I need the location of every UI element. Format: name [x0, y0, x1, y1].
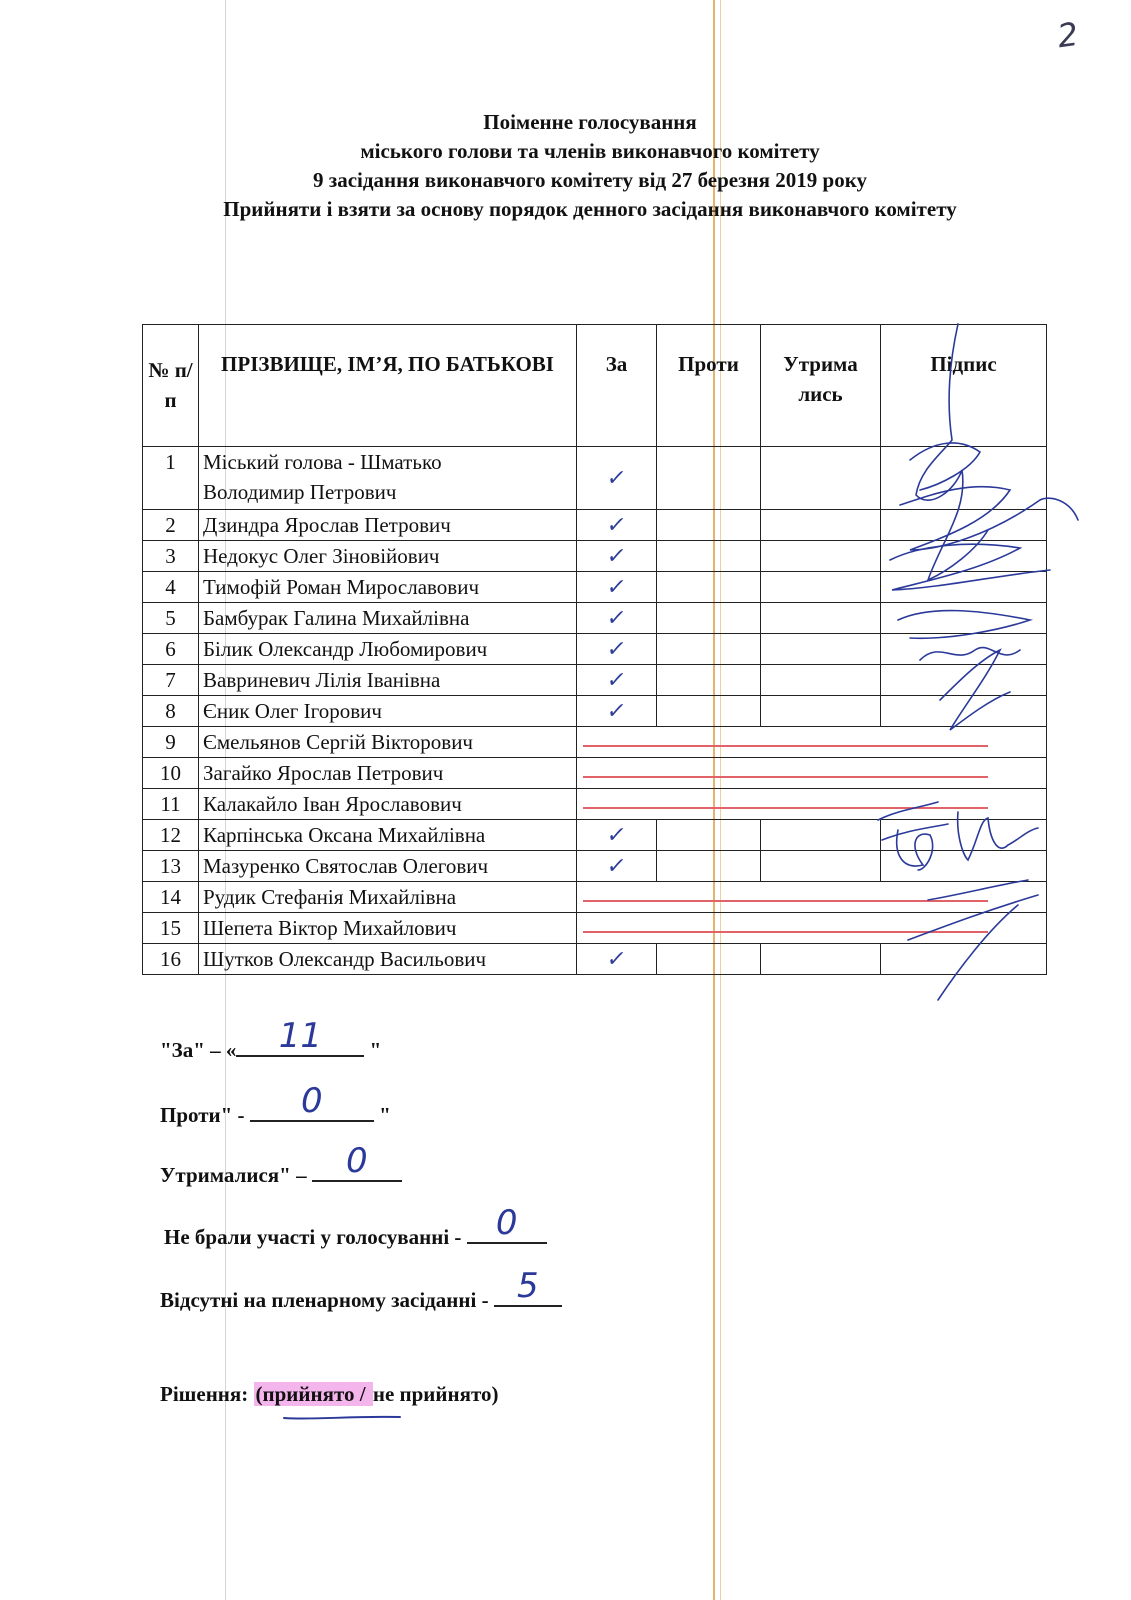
summary-for-value: 11	[278, 1016, 323, 1056]
check-mark-icon: ✓	[605, 854, 629, 879]
row-abstained-cell	[761, 603, 881, 634]
summary-for-end: "	[364, 1038, 382, 1062]
summary-against	[160, 1081, 391, 1128]
header-name: ПРІЗВИЩЕ, ІМ’Я, ПО БАТЬКОВІ	[199, 325, 577, 447]
row-num: 4	[143, 572, 199, 603]
row-abstained-cell	[761, 572, 881, 603]
summary-not-voted	[164, 1203, 547, 1250]
decision-highlight	[254, 1382, 373, 1406]
row-num: 11	[143, 789, 199, 820]
row-num: 6	[143, 634, 199, 665]
row-name: Шутков Олександр Васильович	[199, 944, 577, 975]
title-line-1: Поіменне голосування	[483, 110, 697, 134]
row-name: Дзиндра Ярослав Петрович	[199, 510, 577, 541]
absent-strike-line	[577, 758, 1046, 788]
row-abstained-cell	[761, 820, 881, 851]
decision-close-paren: )	[491, 1382, 499, 1406]
row-abstained-cell	[761, 634, 881, 665]
row-name-line-1: Міський голова - Шматько	[203, 450, 442, 474]
row-against-cell	[657, 696, 761, 727]
row-against-cell	[657, 944, 761, 975]
row-name: Загайко Ярослав Петрович	[199, 758, 577, 789]
document-title	[150, 108, 1030, 224]
decision-separator: /	[354, 1382, 371, 1406]
decision-rejected: не прийнято	[372, 1382, 492, 1406]
check-mark-icon: ✓	[605, 947, 629, 972]
table-row	[143, 758, 1047, 789]
summary-absent	[160, 1266, 562, 1313]
check-mark-icon: ✓	[605, 699, 629, 724]
row-name: Ємельянов Сергій Вікторович	[199, 727, 577, 758]
summary-for	[160, 1016, 382, 1063]
title-line-4: Прийняти і взяти за основу порядок денного засідання виконавчого комітету	[223, 197, 957, 221]
row-name: Тимофій Роман Мирославович	[199, 572, 577, 603]
row-num: 3	[143, 541, 199, 572]
summary-abstained-value: 0	[346, 1141, 368, 1181]
summary-abstained-label: Утрималися" –	[160, 1163, 312, 1187]
row-name: Бамбурак Галина Михайлівна	[199, 603, 577, 634]
summary-for-label: "За" – «	[160, 1038, 237, 1062]
check-mark-icon: ✓	[605, 668, 629, 693]
row-name: Недокус Олег Зіновійович	[199, 541, 577, 572]
summary-abstained	[160, 1141, 402, 1188]
summary-absent-value: 5	[517, 1266, 539, 1306]
row-for-cell	[577, 851, 657, 882]
row-for-cell	[577, 510, 657, 541]
row-name-line-2: Володимир Петрович	[203, 480, 397, 504]
row-for-cell	[577, 944, 657, 975]
summary-not-voted-value: 0	[495, 1203, 518, 1243]
check-mark-icon: ✓	[605, 637, 629, 662]
check-mark-icon: ✓	[605, 823, 629, 848]
header-abstained: Утрима лись	[761, 325, 881, 447]
row-against-cell	[657, 665, 761, 696]
row-num: 12	[143, 820, 199, 851]
row-for-cell	[577, 696, 657, 727]
row-name: Мазуренко Святослав Олегович	[199, 851, 577, 882]
row-name: Рудик Стефанія Михайлівна	[199, 882, 577, 913]
header-signature: Підпис	[881, 325, 1047, 447]
row-for-cell	[577, 447, 657, 510]
signatures-scribble-lower	[868, 800, 1048, 1020]
row-name: Карпінська Оксана Михайлівна	[199, 820, 577, 851]
row-num: 15	[143, 913, 199, 944]
decision-underline	[282, 1410, 402, 1424]
row-against-cell	[657, 820, 761, 851]
summary-against-label: Проти" -	[160, 1103, 250, 1127]
row-for-cell	[577, 541, 657, 572]
row-name	[199, 447, 577, 510]
decision	[160, 1382, 499, 1407]
decision-accepted: прийнято	[262, 1382, 355, 1406]
row-num: 16	[143, 944, 199, 975]
row-name: Шепета Віктор Михайлович	[199, 913, 577, 944]
header-against: Проти	[657, 325, 761, 447]
check-mark-icon: ✓	[605, 513, 629, 538]
row-num: 5	[143, 603, 199, 634]
row-for-cell	[577, 665, 657, 696]
row-abstained-cell	[761, 851, 881, 882]
row-num: 7	[143, 665, 199, 696]
row-name: Білик Олександр Любомирович	[199, 634, 577, 665]
row-against-cell	[657, 603, 761, 634]
row-for-cell	[577, 634, 657, 665]
row-against-cell	[657, 572, 761, 603]
row-abstained-cell	[761, 447, 881, 510]
check-mark-icon: ✓	[605, 466, 629, 491]
row-num: 14	[143, 882, 199, 913]
check-mark-icon: ✓	[605, 606, 629, 631]
summary-for-blank	[236, 1016, 364, 1057]
summary-against-blank	[250, 1081, 374, 1122]
row-num: 8	[143, 696, 199, 727]
header-for: За	[577, 325, 657, 447]
row-num: 10	[143, 758, 199, 789]
row-against-cell	[657, 510, 761, 541]
summary-absent-label: Відсутні на пленарному засіданні -	[160, 1288, 494, 1312]
row-num: 2	[143, 510, 199, 541]
decision-label: Рішення:	[160, 1382, 254, 1406]
row-num: 13	[143, 851, 199, 882]
row-abstained-cell	[761, 665, 881, 696]
row-against-cell	[657, 851, 761, 882]
summary-against-end: "	[373, 1103, 391, 1127]
row-against-cell	[657, 634, 761, 665]
row-num: 9	[143, 727, 199, 758]
check-mark-icon: ✓	[605, 575, 629, 600]
header-num: № п/п	[143, 325, 199, 447]
row-for-cell	[577, 820, 657, 851]
row-against-cell	[657, 541, 761, 572]
summary-abstained-blank	[312, 1141, 402, 1182]
row-abstained-cell	[761, 944, 881, 975]
summary-absent-blank	[494, 1266, 562, 1307]
summary-not-voted-blank	[467, 1203, 547, 1244]
row-for-cell	[577, 603, 657, 634]
signatures-scribble-upper	[880, 320, 1080, 740]
row-abstained-cell	[761, 510, 881, 541]
title-line-3: 9 засідання виконавчого комітету від 27 березня 2019 року	[313, 168, 867, 192]
row-name: Вавриневич Лілія Іванівна	[199, 665, 577, 696]
row-name: Калакайло Іван Ярославович	[199, 789, 577, 820]
row-abstained-cell	[761, 541, 881, 572]
row-against-cell	[657, 447, 761, 510]
page-number: 2	[1055, 14, 1081, 56]
summary-not-voted-label: Не брали участі у голосуванні -	[164, 1225, 467, 1249]
title-line-2: міського голови та членів виконавчого комітету	[360, 139, 820, 163]
check-mark-icon: ✓	[605, 544, 629, 569]
row-name: Єник Олег Ігорович	[199, 696, 577, 727]
absent-strike-cell	[577, 758, 1047, 789]
row-abstained-cell	[761, 696, 881, 727]
row-for-cell	[577, 572, 657, 603]
decision-open-paren: (	[255, 1382, 263, 1406]
row-num: 1	[143, 447, 199, 510]
summary-against-value: 0	[300, 1081, 323, 1121]
